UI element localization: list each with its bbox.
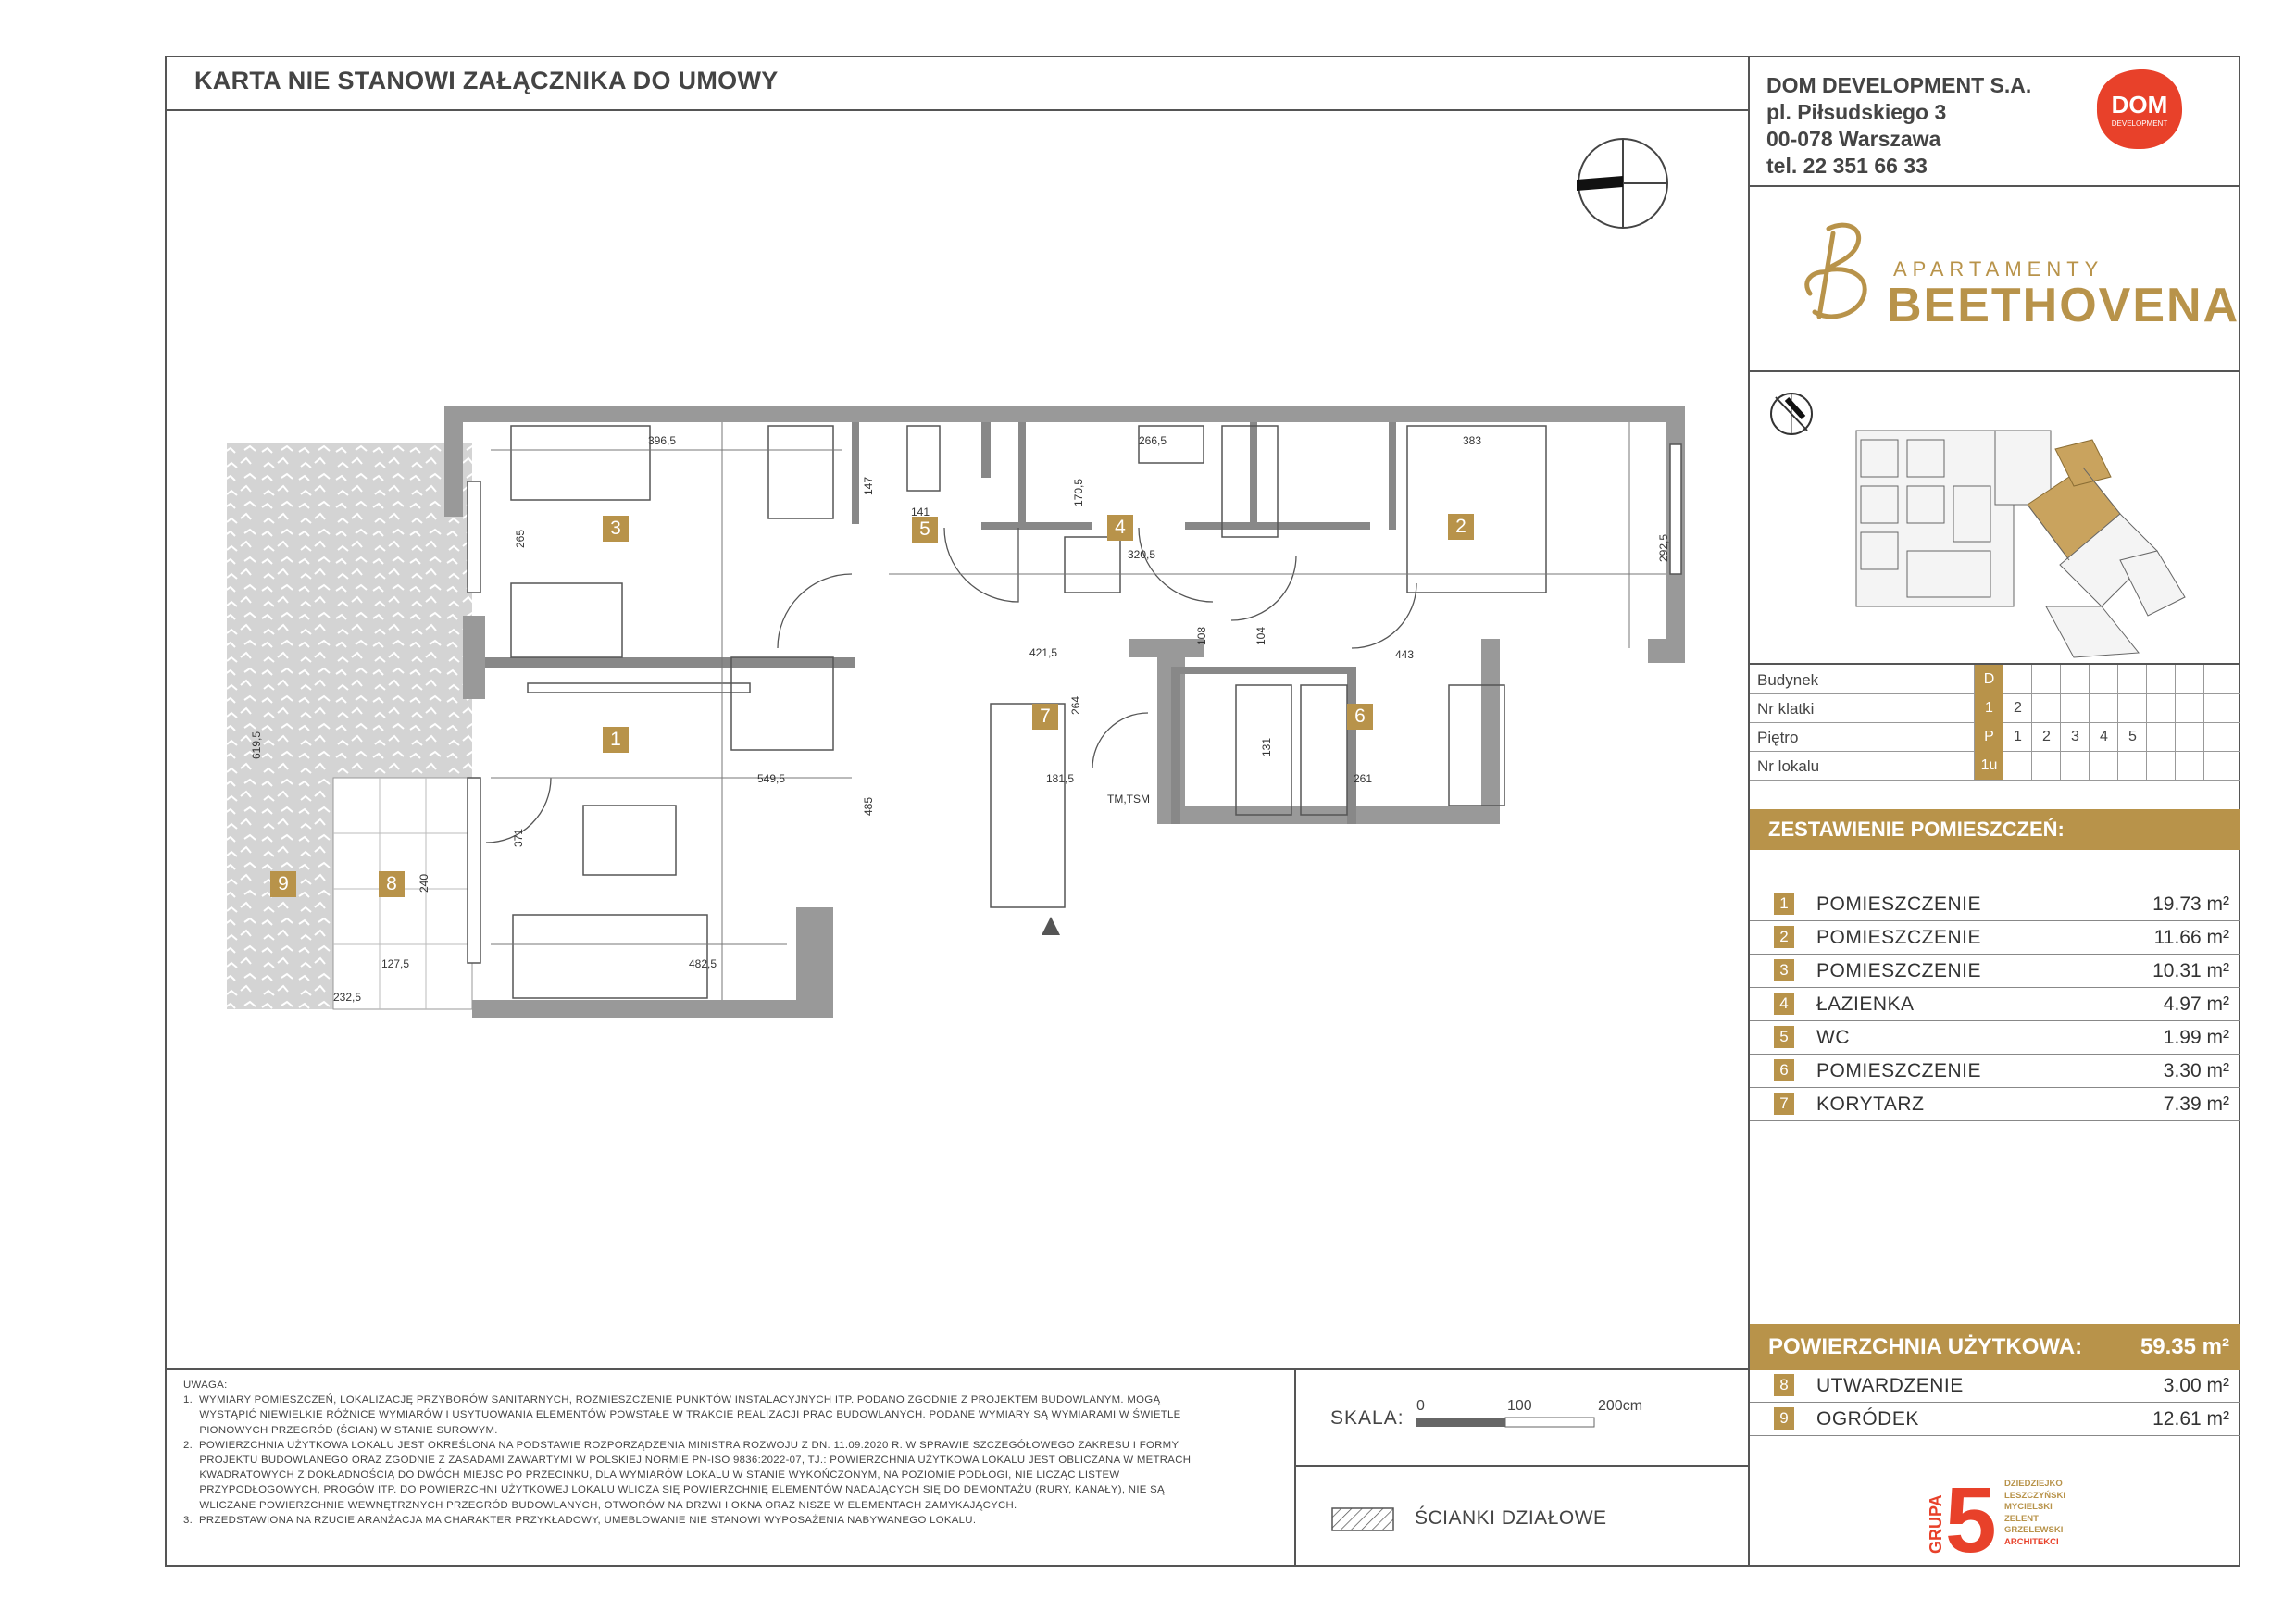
plan-room-tag: 1 [603, 727, 629, 753]
info-cell-empty [2060, 693, 2090, 722]
info-cell-empty [2060, 665, 2090, 693]
scale-bar [1416, 1417, 1602, 1428]
info-cell-empty [2031, 693, 2061, 722]
room-row [1750, 1054, 2240, 1088]
dimension-label: 108 [1195, 626, 1209, 646]
header-divider [165, 109, 1750, 111]
scale-tick: 200cm [1598, 1398, 1643, 1414]
room-number: 4 [1774, 993, 1794, 1015]
note-line: 1. WYMIARY POMIESZCZEŃ, LOKALIZACJĘ PRZYBORÓW SANITARNYCH, ROZMIESZCZENIE PUNKTÓW INSTALACYJNYCH ITP. PODANO ZGODNIE Z PROJEKTEM BUDOWLANYM. MOGĄ [183, 1394, 1161, 1406]
room-number: 3 [1774, 959, 1794, 981]
info-cell: 3 [2060, 722, 2090, 751]
dom-development-logo [2094, 67, 2185, 152]
info-cell-empty [2117, 751, 2147, 780]
room-number: 9 [1774, 1407, 1794, 1430]
room-area: 7.39 m² [2163, 1093, 2229, 1115]
dimension-label: 240 [418, 873, 431, 893]
company-divider [1748, 185, 2240, 187]
room-area: 4.97 m² [2163, 993, 2229, 1015]
info-cell-empty [2175, 722, 2204, 751]
room-number: 6 [1774, 1059, 1794, 1081]
brand-subtitle: APARTAMENTY [1893, 257, 2104, 281]
info-cell-empty [2060, 751, 2090, 780]
dimension-label: 371 [512, 828, 526, 848]
info-cell-empty [2117, 665, 2147, 693]
room-number: 2 [1774, 926, 1794, 948]
dimension-label: 320,5 [1128, 548, 1156, 561]
company-info [1766, 72, 2031, 180]
architect-line: MYCIELSKI [2004, 1502, 2053, 1512]
room-area: 11.66 m² [2153, 927, 2229, 948]
dimension-label: 619,5 [250, 731, 264, 760]
note-line: PRZYPODŁOGOWYCH, PROGÓW ITP. DO POWIERZCHNI UŻYTKOWEJ LOKALU WLICZA SIĘ POWIERZCHNIĘ ELEMENTÓW NADAJĄCYCH SIĘ DO DEMONTAŻU (RURY, KANAŁY), NIE SĄ [183, 1484, 1165, 1496]
extra-row [1750, 1368, 2240, 1403]
room-name: WC [1816, 1027, 1850, 1048]
info-label: Piętro [1757, 729, 1799, 746]
info-label: Budynek [1757, 671, 1819, 689]
room-row [1750, 987, 2240, 1021]
dimension-label: 232,5 [333, 991, 362, 1004]
notes-title: UWAGA: [183, 1380, 228, 1391]
entrance-arrow-icon [1042, 917, 1060, 935]
info-cell-empty [2203, 751, 2233, 780]
page-title: KARTA NIE STANOWI ZAŁĄCZNIKA DO UMOWY [194, 67, 779, 94]
info-cell-empty [2146, 722, 2176, 751]
dimension-label: 485 [862, 796, 876, 817]
dimension-label: 443 [1395, 648, 1415, 661]
company-address2: 00-078 Warszawa [1766, 127, 1941, 151]
notes [183, 1378, 1294, 1528]
info-cell-empty [2003, 751, 2032, 780]
dimension-label: 261 [1354, 772, 1373, 785]
dimension-label: 292,5 [1657, 533, 1671, 563]
partition-wall-legend-icon [1331, 1507, 1394, 1531]
room-number: 7 [1774, 1093, 1794, 1115]
note-line: WLICZANE POWIERZCHNIE WEWNĘTRZNYCH PRZEGRÓD BUDOWLANYCH, OTWORÓW NA DRZWI I OKNA ORAZ NISZE W ELEMENTACH ZAMYKAJĄCYCH. [183, 1499, 1017, 1511]
plan-room-tag: 4 [1107, 515, 1133, 541]
dimension-label: 147 [862, 476, 876, 496]
note-line: PROJEKTU BUDOWLANEGO ORAZ ZGODNIE Z ZASADAMI ZAWARTYMI W POLSKIEJ NORMIE PN-ISO 9836:2022-07, TJ.: POWIERZCHNIA UŻYTKOWA LOKALU JEST OBLICZANA W METRACH [183, 1455, 1192, 1467]
room-area: 3.00 m² [2163, 1375, 2229, 1396]
room-area: 3.30 m² [2163, 1060, 2229, 1081]
info-label: Nr lokalu [1757, 757, 1820, 775]
room-row [1750, 1020, 2240, 1055]
info-cell-empty [2203, 693, 2233, 722]
info-cell: 1 [2003, 722, 2032, 751]
info-cell-empty [2175, 693, 2204, 722]
info-cell-empty [2175, 751, 2204, 780]
company-address1: pl. Piłsudskiego 3 [1766, 100, 1947, 124]
architect-names [2004, 1479, 2065, 1548]
scale-divider [1294, 1465, 1748, 1467]
dimension-label: 383 [1463, 434, 1482, 447]
dom-logo-subtext: DEVELOPMENT [2111, 119, 2168, 128]
architect-line: DZIEDZIEJKO [2004, 1479, 2063, 1489]
room-area: 10.31 m² [2152, 960, 2229, 981]
info-cell: 1 [1974, 693, 2003, 722]
compass-icon [1572, 135, 1674, 232]
info-cell-empty [2089, 693, 2118, 722]
note-line: PIONOWYCH PRZEGRÓD (ŚCIAN) W STANIE SUROWYM. [183, 1424, 498, 1436]
note-line: 3. PRZEDSTAWIONA NA RZUCIE ARANŻACJA MA CHARAKTER PRZYKŁADOWY, UMEBLOWANIE NIE STANOWI WYPOSAŻENIA NABYWANEGO LOKALU. [183, 1514, 977, 1526]
room-name: UTWARDZENIE [1816, 1375, 1964, 1396]
total-area-bar [1750, 1324, 2240, 1370]
room-name: ŁAZIENKA [1816, 993, 1915, 1015]
info-row-floor [1750, 722, 2240, 752]
room-name: POMIESZCZENIE [1816, 927, 1982, 948]
dimension-label: 266,5 [1139, 434, 1167, 447]
room-name: KORYTARZ [1816, 1093, 1925, 1115]
room-row [1750, 887, 2240, 921]
dimension-label: 131 [1260, 737, 1274, 757]
notes-scale-divider [1294, 1368, 1296, 1567]
room-row [1750, 920, 2240, 955]
dimension-label: 264 [1069, 695, 1083, 716]
plan-room-tag: 2 [1448, 514, 1474, 540]
info-cell: 2 [2003, 693, 2032, 722]
info-cell-empty [2003, 665, 2032, 693]
info-row-stairwell [1750, 693, 2240, 723]
dimension-label: 181,5 [1046, 772, 1075, 785]
plan-room-tag: 6 [1347, 704, 1373, 730]
note-line: WYSTĄPIĆ NIEWIELKIE RÓŻNICE WYMIARÓW I USYTUOWANIA ELEMENTÓW POWSTAŁE W TRAKCIE REALIZACJI PRAC BUDOWLANYCH. PODANE WYMIARY SĄ WYMIARAMI W ŚWIETLE [183, 1409, 1181, 1421]
dimension-label: 265 [514, 529, 528, 549]
info-cell-empty [2146, 751, 2176, 780]
info-cell-empty [2146, 693, 2176, 722]
plan-room-tag: 9 [270, 871, 296, 897]
plan-room-tag: 5 [912, 517, 938, 543]
dimension-label: 104 [1254, 626, 1268, 646]
building-key-plan [1750, 375, 2240, 662]
beethovena-monogram-icon [1791, 215, 1893, 335]
dimension-label: 170,5 [1072, 478, 1086, 507]
room-name: POMIESZCZENIE [1816, 893, 1982, 915]
rooms-title: ZESTAWIENIE POMIESZCZEŃ: [1750, 809, 2240, 850]
info-cell: D [1974, 665, 2003, 693]
note-line: 2. POWIERZCHNIA UŻYTKOWA LOKALU JEST OKREŚLONA NA PODSTAWIE ROZPORZĄDZENIA MINISTRA ROZWOJU Z DN. 11.09.2020 R. W SPRAWIE SZCZEGÓŁOWEGO ZAKRESU I FORMY [183, 1439, 1179, 1451]
floor-plan [185, 389, 1685, 1056]
scale-tick: 100 [1507, 1398, 1532, 1414]
architect-line: ARCHITEKCI [2004, 1536, 2059, 1547]
info-cell: 2 [2031, 722, 2061, 751]
dom-logo-text: DOM [2111, 91, 2168, 119]
notes-divider [165, 1368, 1750, 1370]
room-name: POMIESZCZENIE [1816, 1060, 1982, 1081]
info-cell-empty [2089, 665, 2118, 693]
plan-label: TM,TSM [1107, 793, 1150, 806]
dimension-label: 482,5 [689, 957, 718, 970]
info-cell: 1u [1974, 751, 2003, 780]
info-row-building [1750, 665, 2240, 694]
grupa-number: 5 [1945, 1472, 1997, 1555]
info-cell: P [1974, 722, 2003, 751]
note-line: KWADRATOWYCH Z DOKŁADNOŚCIĄ DO DWÓCH MIEJSC PO PRZECINKU, DLA WYMIARÓW LOKALU W STANIE WYKOŃCZONYM, NA POZIOMIE PODŁOGI, NIE LICZĄC LISTEW [183, 1469, 1120, 1481]
room-name: OGRÓDEK [1816, 1408, 1919, 1430]
room-area: 12.61 m² [2152, 1408, 2229, 1430]
info-cell-empty [2146, 665, 2176, 693]
info-cell-empty [2031, 751, 2061, 780]
dimension-label: 127,5 [381, 957, 410, 970]
room-number: 8 [1774, 1374, 1794, 1396]
dimension-label: 549,5 [757, 772, 786, 785]
room-row [1750, 1087, 2240, 1121]
total-label: POWIERZCHNIA UŻYTKOWA: [1768, 1334, 2083, 1359]
dimension-label: 421,5 [1029, 646, 1058, 659]
info-cell-empty [2031, 665, 2061, 693]
info-cell: 4 [2089, 722, 2118, 751]
brand-divider [1748, 370, 2240, 372]
room-name: POMIESZCZENIE [1816, 960, 1982, 981]
architect-line: LESZCZYŃSKI [2004, 1490, 2065, 1501]
legend-label: ŚCIANKI DZIAŁOWE [1415, 1507, 1607, 1529]
company-phone: tel. 22 351 66 33 [1766, 154, 1928, 178]
room-area: 1.99 m² [2163, 1027, 2229, 1048]
room-number: 1 [1774, 893, 1794, 915]
brand-title: BEETHOVENA [1887, 279, 2240, 332]
info-cell-empty [2203, 665, 2233, 693]
grupa5-logo [1921, 1472, 2004, 1555]
room-row [1750, 954, 2240, 988]
info-cell-empty [2203, 722, 2233, 751]
architect-line: ZELENT [2004, 1513, 2039, 1524]
room-area: 19.73 m² [2152, 893, 2229, 915]
info-cell-empty [2089, 751, 2118, 780]
scale-label: SKALA: [1330, 1407, 1404, 1429]
extra-row [1750, 1402, 2240, 1436]
grupa-label: GRUPA [1927, 1494, 1945, 1554]
room-number: 5 [1774, 1026, 1794, 1048]
plan-room-tag: 7 [1032, 704, 1058, 730]
architect-line: GRZELEWSKI [2004, 1525, 2064, 1535]
total-value: 59.35 m² [2140, 1334, 2229, 1359]
plan-room-tag: 3 [603, 516, 629, 542]
info-cell-empty [2117, 693, 2147, 722]
dimension-label: 396,5 [648, 434, 677, 447]
dimension-label: 141 [911, 506, 930, 518]
plan-room-tag: 8 [379, 871, 405, 897]
info-row-unit [1750, 751, 2240, 781]
info-cell-empty [2175, 665, 2204, 693]
scale-tick: 0 [1416, 1398, 1425, 1414]
info-label: Nr klatki [1757, 700, 1815, 718]
info-cell: 5 [2117, 722, 2147, 751]
company-name: DOM DEVELOPMENT S.A. [1766, 73, 2032, 97]
